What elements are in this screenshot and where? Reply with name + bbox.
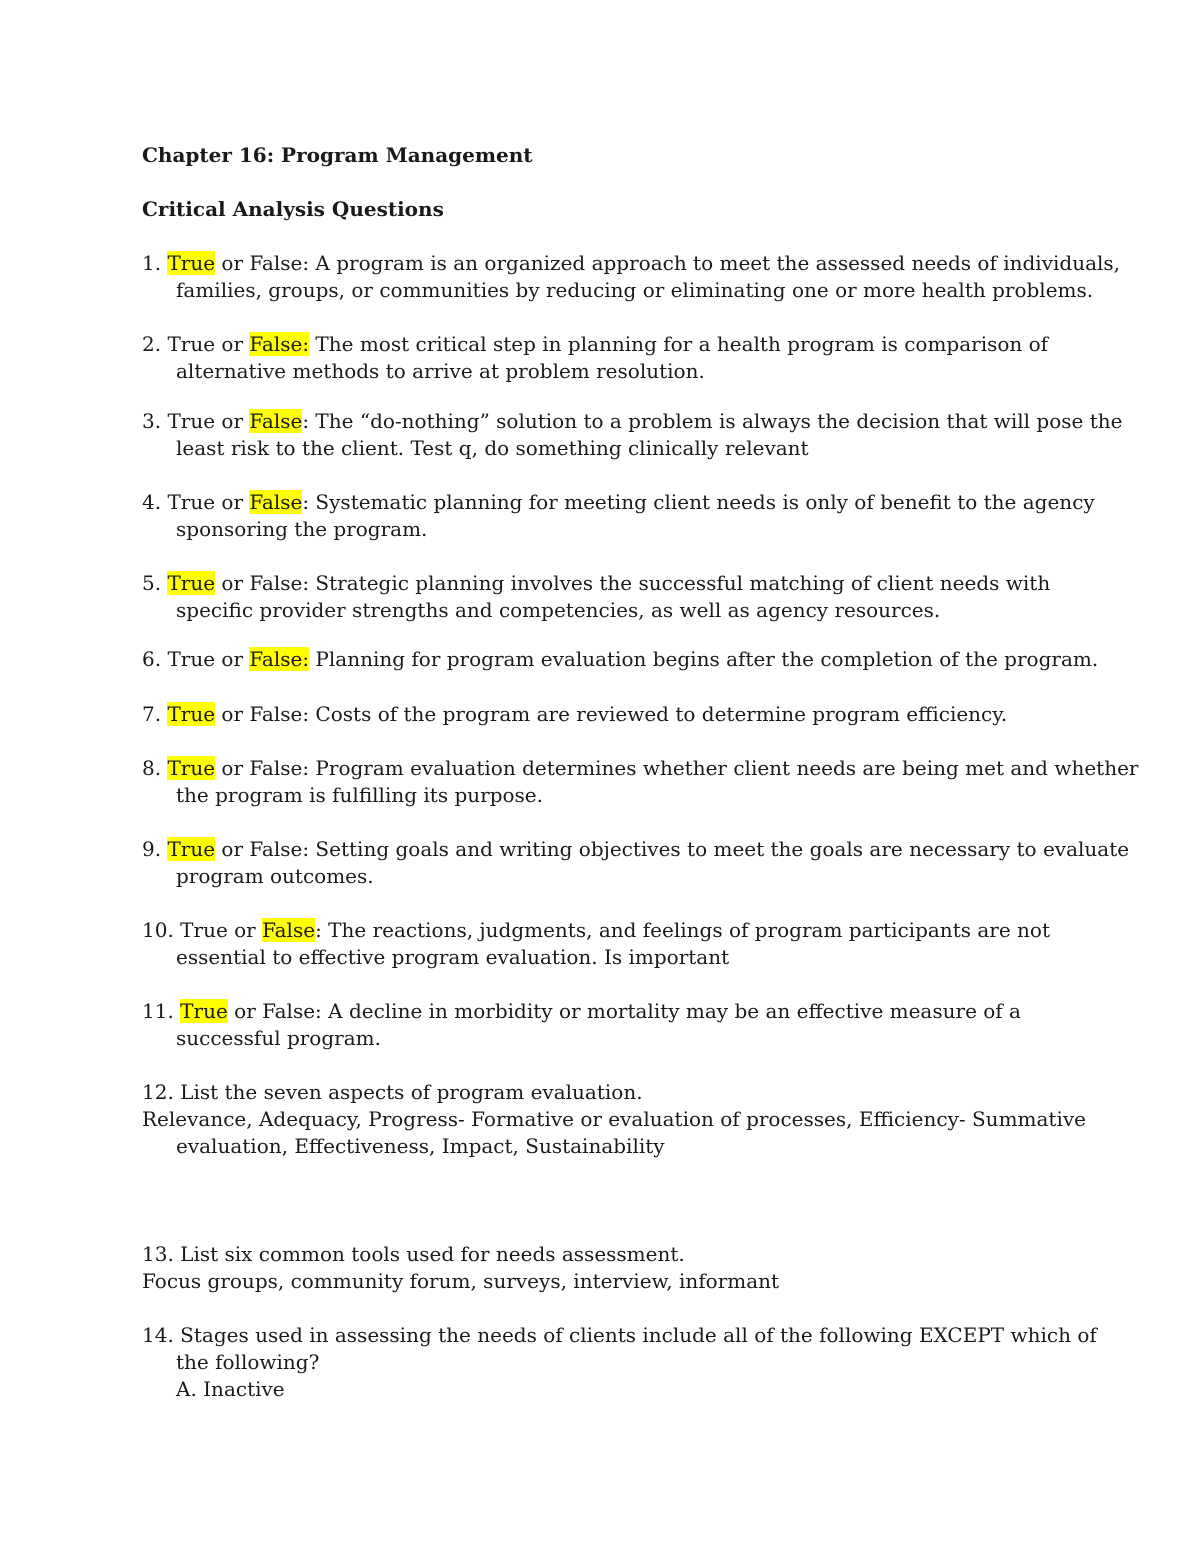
question-2-continued: alternative methods to arrive at problem resolution. <box>176 359 705 383</box>
highlighted-answer: False: <box>249 647 310 671</box>
question-13: 13. List six common tools used for needs assessment. <box>142 1242 685 1266</box>
question-9: 9. True or False: Setting goals and writing objectives to meet the goals are necessary to evaluate <box>142 837 1130 861</box>
highlighted-answer: True <box>167 702 216 726</box>
highlighted-answer: False <box>249 490 303 514</box>
section-heading: Critical Analysis Questions <box>142 197 444 221</box>
question-13-answer: Focus groups, community forum, surveys, interview, informant <box>142 1269 780 1293</box>
highlighted-answer: False <box>262 918 316 942</box>
question-5-continued: specific provider strengths and competencies, as well as agency resources. <box>176 598 941 622</box>
question-14-option-a: A. Inactive <box>176 1377 285 1401</box>
question-9-continued: program outcomes. <box>176 864 374 888</box>
question-12-answer-continued: evaluation, Effectiveness, Impact, Sustainability <box>176 1134 665 1158</box>
question-4-continued: sponsoring the program. <box>176 517 428 541</box>
question-8-continued: the program is fulfilling its purpose. <box>176 783 543 807</box>
question-12-answer: Relevance, Adequacy, Progress- Formative or evaluation of processes, Efficiency- Summative <box>142 1107 1086 1131</box>
question-2: 2. True or False: The most critical step in planning for a health program is comparison of <box>142 332 1049 356</box>
highlighted-answer: True <box>167 251 216 275</box>
highlighted-answer: True <box>180 999 228 1023</box>
question-1-continued: families, groups, or communities by reducing or eliminating one or more health problems. <box>176 278 1094 302</box>
page-title: Chapter 16: Program Management <box>142 143 533 167</box>
question-1: 1. True or False: A program is an organized approach to meet the assessed needs of individuals, <box>142 251 1121 275</box>
question-14: 14. Stages used in assessing the needs of clients include all of the following EXCEPT which of <box>142 1323 1097 1347</box>
highlighted-answer: True <box>167 571 216 595</box>
question-10-continued: essential to effective program evaluation. Is important <box>176 945 730 969</box>
question-12: 12. List the seven aspects of program evaluation. <box>142 1080 643 1104</box>
question-6: 6. True or False: Planning for program evaluation begins after the completion of the program. <box>142 647 1099 671</box>
question-7: 7. True or False: Costs of the program are reviewed to determine program efficiency. <box>142 702 1008 726</box>
question-5: 5. True or False: Strategic planning involves the successful matching of client needs with <box>142 571 1051 595</box>
highlighted-answer: True <box>167 756 216 780</box>
highlighted-answer: False: <box>249 332 310 356</box>
question-14-continued: the following? <box>176 1350 320 1374</box>
highlighted-answer: True <box>167 837 216 861</box>
question-10: 10. True or False: The reactions, judgments, and feelings of program participants are not <box>142 918 1050 942</box>
question-8: 8. True or False: Program evaluation determines whether client needs are being met and whether <box>142 756 1139 780</box>
question-11: 11. True or False: A decline in morbidity or mortality may be an effective measure of a <box>142 999 1021 1023</box>
question-11-continued: successful program. <box>176 1026 381 1050</box>
highlighted-answer: False <box>249 409 303 433</box>
question-4: 4. True or False: Systematic planning for meeting client needs is only of benefit to the agency <box>142 490 1095 514</box>
question-3-continued: least risk to the client. Test q, do something clinically relevant <box>176 436 809 460</box>
question-3: 3. True or False: The “do-nothing” solution to a problem is always the decision that will pose the <box>142 409 1123 433</box>
